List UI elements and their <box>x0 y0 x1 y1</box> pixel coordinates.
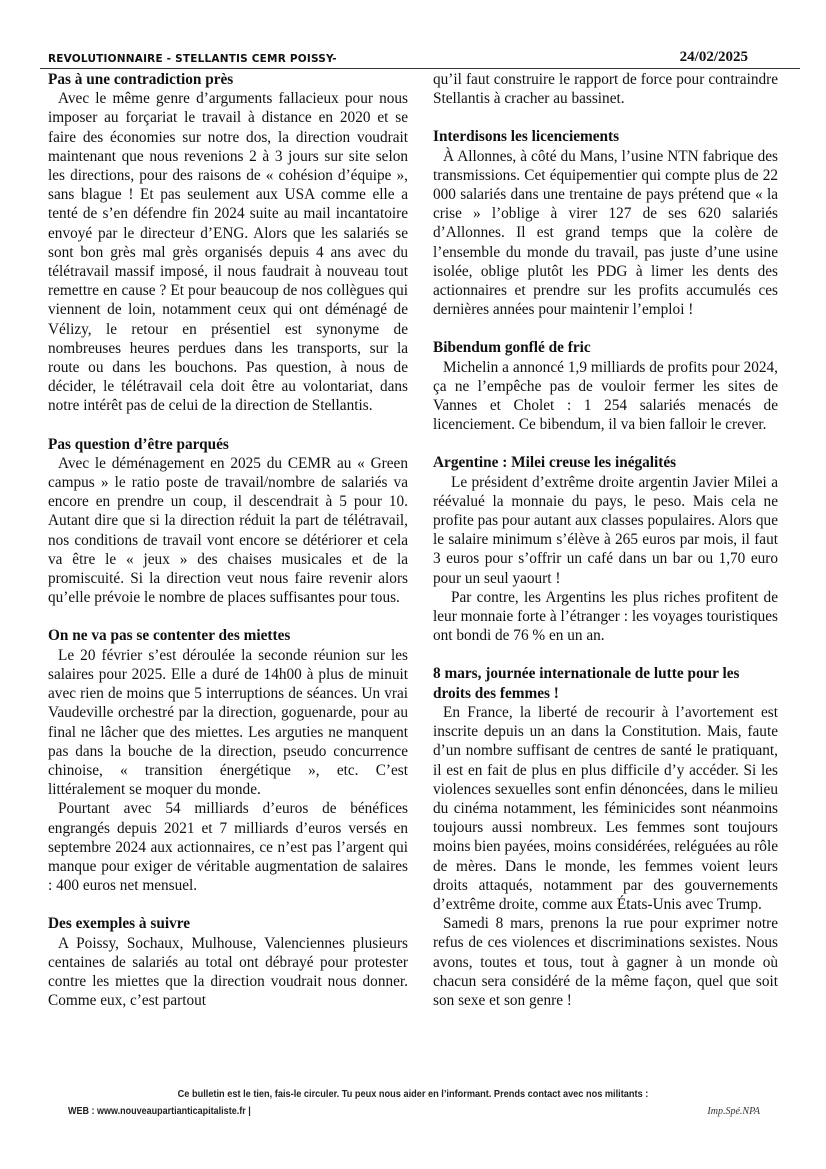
article-title: Interdisons les licenciements <box>433 128 620 146</box>
article-continuation <box>433 70 778 108</box>
article-paragraph: En France, la liberté de recourir à l’avortement est inscrite depuis un an dans la Constitution. Mais, faute d’un nombre suffisant de centres de santé le pratiquant, il est en fait de plus en plus difficile d’y accéder. Si les violences sexuelles sont enfin dénoncées, dans le milieu du cinéma notamment, les féminicides sont néanmoins toujours aussi nombreux. Les femmes sont toujours moins bien payées, moins considérées, reléguées au rôle de mères. Dans le monde, les femmes voient leurs droits attaqués, notamment par des gouvernements d’extrême droite, comme aux États-Unis avec Trump. <box>433 703 778 913</box>
article-title: Pas question d’être parqués <box>48 435 229 453</box>
bulletin-title: REVOLUTIONNAIRE - STELLANTIS CEMR POISSY- <box>48 53 337 65</box>
article-miettes <box>48 626 408 895</box>
article-title: Pas à une contradiction près <box>48 71 234 88</box>
article-paragraph: Par contre, les Argentins les plus riches profitent de leur monnaie forte à l’étranger : les voyages touristiques ont bondi de 76 % en un an. <box>433 588 778 645</box>
article-title: Des exemples à suivre <box>48 915 191 933</box>
article-paragraph: qu’il faut construire le rapport de force pour contraindre Stellantis à cracher au bassinet. <box>433 71 778 108</box>
article-paragraph: Samedi 8 mars, prenons la rue pour exprimer notre refus de ces violences et discriminations sexistes. Nous avons, toutes et tous, tout à gagner à un monde où chacun sera considéré de la même façon, quel que soit son sexe et son genre ! <box>433 915 778 1009</box>
footer-appeal: Ce bulletin est le tien, fais-le circuler. Tu peux nous aider en l’informant. Prends contact avec nos militants : <box>177 1089 649 1100</box>
article-8-mars <box>433 664 778 1010</box>
article-title: 8 mars, journée internationale de lutte pour les droits des femmes ! <box>433 665 740 702</box>
article-exemples <box>48 914 408 1010</box>
article-title: Argentine : Milei creuse les inégalités <box>433 454 677 472</box>
footer-imprint: Imp.Spé.NPA <box>707 1106 760 1117</box>
article-paragraph: Michelin a annoncé 1,9 milliards de profits pour 2024, ça ne l’empêche pas de vouloir fermer les sites de Vannes et Cholet : 1 254 salariés menacés de licenciement. Ce bibendum, il va bien falloir le crever. <box>433 358 778 434</box>
article-paragraph: Avec le déménagement en 2025 du CEMR au « Green campus » le ratio poste de travail/nombre de salariés va encore en prendre un coup, il descendrait à 5 pour 10. Autant dire que si la direction réduit la part de télétravail, nos conditions de travail vont encore se détériorer et cela va être le « jeux » des chaises musicales et de la promiscuité. Si la direction veut nous faire revenir alors qu’elle prévoie le nombre de places suffisantes pour tous. <box>48 454 408 607</box>
left-column <box>48 70 408 1029</box>
right-column <box>433 70 778 1029</box>
article-parques <box>48 435 408 608</box>
article-title: On ne va pas se contenter des miettes <box>48 627 291 645</box>
article-paragraph: Le président d’extrême droite argentin Javier Milei a réévalué la monnaie du pays, le peso. Mais cela ne profite pas pour autant aux classes populaires. Alors que le salaire minimum s’élève à 265 euros par mois, il faut 3 euros pour s’offrir un café dans un bar ou 1,70 euro pour un seul yaourt ! <box>433 473 778 587</box>
article-paragraph: À Allonnes, à côté du Mans, l’usine NTN fabrique des transmissions. Cet équipementier qui compte plus de 22 000 salariés dans une trentaine de pays prétend que « la crise » l’oblige à virer 127 de ses 620 salariés d’Allonnes. Il est grand temps que la colère de l’ensemble du monde du travail, pas juste d’une usine isolée, oblige plutôt les PDG à limer les dents des actionnaires et prendre sur les profits accumulés ces dernières années pour maintenir l’emploi ! <box>433 147 778 319</box>
article-paragraph: Avec le même genre d’arguments fallacieux pour nous imposer au forçariat le travail à distance en 2020 et se faire des économies sur notre dos, la direction voudrait maintenant que nous revenions 2 à 3 jours sur site selon les directions, pour des raisons de « cohésion d’équipe », sans blague ! Et pas seulement aux USA comme elle a tenté de s’en défendre fin 2024 suite au mail incantatoire envoyé par le directeur d’ENG. Alors que les salariés se sont bon grès mal grès organisés depuis 4 ans avec du télétravail massif imposé, il nous faudrait à nouveau tout remettre en cause ? Et pour beaucoup de nos collègues qui viennent de loin, notamment ceux qui ont déménagé de Vélizy, le retour en présentiel est synonyme de nombreuses heures perdues dans les transports, sur la route ou dans les bouchons. Pas question, à nous de décider, le télétravail cela doit être au volontariat, dans notre intérêt pas de celui de la direction de Stellantis. <box>48 90 408 415</box>
article-bibendum <box>433 338 778 434</box>
article-contradiction <box>48 70 408 416</box>
article-paragraph: Pourtant avec 54 milliards d’euros de bénéfices engrangés depuis 2021 et 7 milliards d’euros versés en septembre 2024 aux actionnaires, ce n’est pas l’argent qui manque pour exiger de véritable augmentation de salaires : 400 euros net mensuel. <box>48 800 408 895</box>
footer-web-link[interactable]: WEB : www.nouveaupartianticapitaliste.fr | <box>68 1106 251 1117</box>
article-title: Bibendum gonflé de fric <box>433 339 591 357</box>
page-header <box>40 50 800 69</box>
article-paragraph: A Poissy, Sochaux, Mulhouse, Valenciennes plusieurs centaines de salariés au total ont débrayé pour protester contre les miettes que la direction voudrait nous donner. Comme eux, c’est partout <box>48 934 408 1010</box>
article-paragraph: Le 20 février s’est déroulée la seconde réunion sur les salaires pour 2025. Elle a duré de 14h00 à plus de minuit avec rien de moins que 5 interruptions de séances. Un vrai Vaudeville orchestré par la direction, goguenarde, pour au final ne lâcher que des miettes. Les arguties ne manquent pas dans la bouche de la direction, pseudo concurrence chinoise, « transition énergétique », etc. C’est littéralement se moquer du monde. <box>48 646 408 799</box>
bulletin-date: 24/02/2025 <box>679 49 748 65</box>
article-licenciements <box>433 127 778 319</box>
article-argentine <box>433 453 778 645</box>
